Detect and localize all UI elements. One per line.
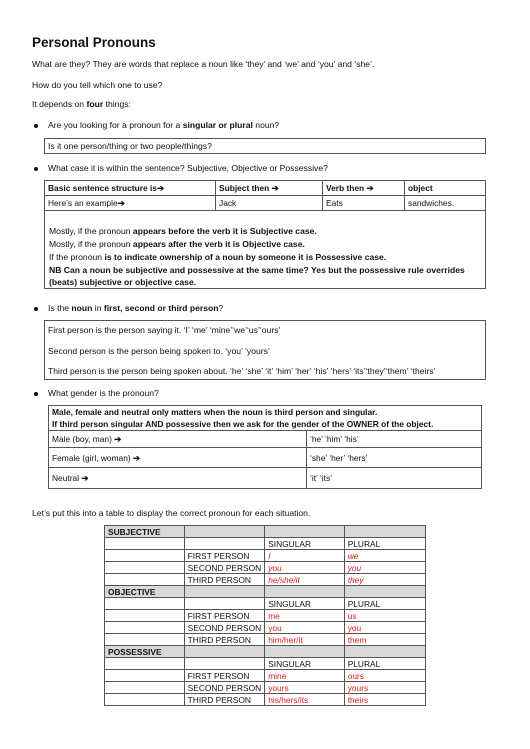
table-cell: [344, 646, 425, 658]
table-row: [105, 622, 426, 634]
person-label: THIRD PERSON: [184, 574, 265, 586]
section-objective: OBJECTIVE: [105, 586, 185, 598]
pronoun-table-body: [105, 526, 426, 706]
table-row: [105, 610, 426, 622]
table-row: [105, 586, 426, 598]
question-1-post: noun?: [252, 120, 280, 130]
question-3-mid: in: [92, 303, 104, 313]
pronoun-cell: yours: [265, 682, 344, 694]
table-cell: [105, 598, 185, 610]
question-2: What case it is within the sentence? Subjective, Objective or Possessive?: [48, 163, 328, 173]
note-possessive: [49, 252, 386, 262]
table-cell: [105, 682, 185, 694]
person-label: THIRD PERSON: [184, 634, 265, 646]
page-title: Personal Pronouns: [32, 35, 156, 50]
gender-male-label: Male (boy, man): [52, 434, 112, 444]
table-cell: [184, 646, 265, 658]
table-row: [45, 181, 486, 196]
intro-line-3-pre: It depends on: [32, 99, 87, 109]
pronoun-cell: theirs: [344, 694, 425, 706]
gender-neutral-label: Neutral: [52, 473, 79, 483]
table-row: [105, 538, 426, 550]
header-subject: Subject then: [219, 183, 270, 193]
table-row: [105, 550, 426, 562]
arrow-right-icon: ➔: [366, 183, 374, 193]
table-cell: [49, 468, 307, 489]
intro-line-1: What are they? They are words that replace a noun like ‘they’ and ‘we’ and ‘you’ and ‘she’.: [32, 59, 375, 69]
table-cell: Jack: [216, 196, 323, 211]
table-row: [105, 646, 426, 658]
gender-female-label: Female (girl, woman): [52, 452, 131, 463]
section-possessive: POSSESSIVE: [105, 646, 185, 658]
table-cell: [49, 448, 307, 468]
note-bold: is to indicate ownership of a noun by someone it is Possessive case.: [104, 252, 387, 262]
intro-line-3-bold: four: [86, 99, 104, 109]
table-cell: ‘she’ ‘her’ ‘hers’: [307, 448, 482, 468]
question-1-bold: singular or plural: [182, 120, 253, 130]
table-cell: [45, 181, 216, 196]
table-cell: [105, 622, 185, 634]
table-row: [105, 598, 426, 610]
table-cell: [105, 670, 185, 682]
table-cell: [323, 181, 405, 196]
table-row: [105, 658, 426, 670]
example-label: Here’s an example: [48, 198, 118, 208]
table-cell: [184, 538, 265, 550]
table-cell: Eats: [323, 196, 405, 211]
second-person-line: Second person is the person being spoken to. ‘you’ ‘yours’: [48, 346, 270, 356]
singular-header: SINGULAR: [265, 538, 344, 550]
singular-header: SINGULAR: [265, 598, 344, 610]
table-cell: [184, 586, 265, 598]
note-bold: appears before the verb it is Subjective case.: [132, 226, 317, 236]
note-subjective: [49, 226, 317, 236]
person-label: SECOND PERSON: [184, 682, 265, 694]
person-label: THIRD PERSON: [184, 694, 265, 706]
table-cell: [105, 538, 185, 550]
table-cell: [344, 586, 425, 598]
question-4: What gender is the pronoun?: [48, 388, 159, 398]
table-cell: [105, 562, 185, 574]
pronoun-cell: we: [344, 550, 425, 562]
header-object: object: [408, 183, 433, 193]
singular-header: SINGULAR: [265, 658, 344, 670]
arrow-right-icon: ➔: [156, 183, 164, 193]
table-cell: [265, 526, 344, 538]
case-notes-box: [44, 209, 486, 289]
table-cell: [105, 550, 185, 562]
table-cell: [49, 431, 307, 448]
pronoun-cell: him/her/it: [265, 634, 344, 646]
person-label: FIRST PERSON: [184, 610, 265, 622]
nb-line-2: (beats) subjective or objective case.: [49, 277, 197, 287]
table-row: [105, 670, 426, 682]
intro-line-2: How do you tell which one to use?: [32, 80, 163, 90]
section-subjective: SUBJECTIVE: [105, 526, 185, 538]
question-3-bold-noun: noun: [71, 303, 93, 313]
table-cell: [105, 610, 185, 622]
person-label: FIRST PERSON: [184, 670, 265, 682]
pronoun-cell: you: [344, 622, 425, 634]
table-cell: [265, 586, 344, 598]
pronoun-cell: you: [344, 562, 425, 574]
table-cell: [105, 694, 185, 706]
pronoun-cell: they: [344, 574, 425, 586]
pronoun-cell: ours: [344, 670, 425, 682]
table-row: [49, 448, 482, 468]
table-cell: [49, 406, 482, 431]
question-1-pre: Are you looking for a pronoun for a: [48, 120, 183, 130]
header-verb: Verb then: [326, 183, 365, 193]
plural-header: PLURAL: [344, 658, 425, 670]
intro-line-3-post: things:: [103, 99, 131, 109]
arrow-right-icon: ➔: [132, 452, 141, 463]
pronoun-cell: I: [265, 550, 344, 562]
plural-header: PLURAL: [344, 538, 425, 550]
note-objective: [49, 239, 305, 249]
question-3-pre: Is the: [48, 303, 72, 313]
person-label: SECOND PERSON: [184, 622, 265, 634]
pronoun-cell: you: [265, 622, 344, 634]
plural-header: PLURAL: [344, 598, 425, 610]
table-row: [105, 634, 426, 646]
question-1-box: [44, 138, 486, 154]
pronoun-cell: me: [265, 610, 344, 622]
sentence-structure-table: [44, 180, 486, 211]
nb-line-1: NB Can a noun be subjective and possessive at the same time? Yes but the possessive rule overrides: [49, 265, 465, 275]
question-1-box-text: Is it one person/thing or two people/things?: [48, 141, 212, 151]
table-row: [49, 468, 482, 489]
question-3-post: ?: [218, 303, 224, 313]
arrow-right-icon: ➔: [117, 198, 125, 208]
third-person-line: Third person is the person being spoken about. ‘he’ ‘she’ ‘it’ ‘him’ ‘her’ ‘his’ ‘hers’ ‘its’‘they’‘them’ ‘theirs’: [48, 366, 436, 376]
arrow-right-icon: ➔: [271, 183, 279, 193]
first-person-line: First person is the person saying it. ‘I’ ‘me’ ‘mine’‘we’‘us’‘ours’: [48, 325, 281, 335]
gender-note-2: If third person singular AND possessive then we ask for the gender of the OWNER of the object.: [52, 419, 434, 429]
table-row: [105, 694, 426, 706]
question-3: [48, 303, 223, 313]
table-cell: [105, 658, 185, 670]
table-cell: [216, 181, 323, 196]
outro-text: Let’s put this into a table to display the correct pronoun for each situation.: [32, 508, 311, 518]
table-cell: [184, 658, 265, 670]
note-pre: Mostly, if the pronoun: [49, 226, 133, 236]
table-cell: sandwiches.: [405, 196, 486, 211]
table-cell: [184, 526, 265, 538]
table-row: [49, 431, 482, 448]
pronoun-cell: his/hers/its: [265, 694, 344, 706]
bullet-icon: [34, 167, 38, 171]
pronoun-cell: mine: [265, 670, 344, 682]
gender-note-1: Male, female and neutral only matters when the noun is third person and singular.: [52, 407, 378, 417]
note-pre: Mostly, if the pronoun: [49, 239, 133, 249]
gender-table: [48, 405, 482, 489]
table-cell: [105, 634, 185, 646]
table-row: [105, 526, 426, 538]
pronoun-cell: you: [265, 562, 344, 574]
table-row: [49, 406, 482, 431]
person-box: [44, 320, 486, 380]
pronoun-table: [104, 525, 426, 706]
bullet-icon: [34, 392, 38, 396]
table-row: [105, 682, 426, 694]
table-row: [105, 574, 426, 586]
intro-line-3: [32, 99, 131, 109]
question-1: [48, 120, 279, 130]
person-label: FIRST PERSON: [184, 550, 265, 562]
bullet-icon: [34, 124, 38, 128]
pronoun-cell: us: [344, 610, 425, 622]
header-basic-structure: Basic sentence structure is: [48, 183, 157, 193]
table-cell: [184, 598, 265, 610]
note-pre: If the pronoun: [49, 252, 105, 262]
note-bold: appears after the verb it is Objective case.: [132, 239, 305, 249]
table-cell: [405, 181, 486, 196]
pronoun-cell: he/she/it: [265, 574, 344, 586]
table-cell: ‘it’ ‘its’: [307, 468, 482, 489]
person-label: SECOND PERSON: [184, 562, 265, 574]
arrow-right-icon: ➔: [81, 473, 89, 483]
table-row: [105, 562, 426, 574]
bullet-icon: [34, 307, 38, 311]
table-cell: ‘he’ ‘him’ ‘his’: [307, 431, 482, 448]
table-cell: [265, 646, 344, 658]
table-cell: [344, 526, 425, 538]
pronoun-cell: them: [344, 634, 425, 646]
arrow-right-icon: ➔: [114, 434, 122, 444]
question-3-bold-person: first, second or third person: [103, 303, 219, 313]
table-cell: [105, 574, 185, 586]
pronoun-cell: yours: [344, 682, 425, 694]
